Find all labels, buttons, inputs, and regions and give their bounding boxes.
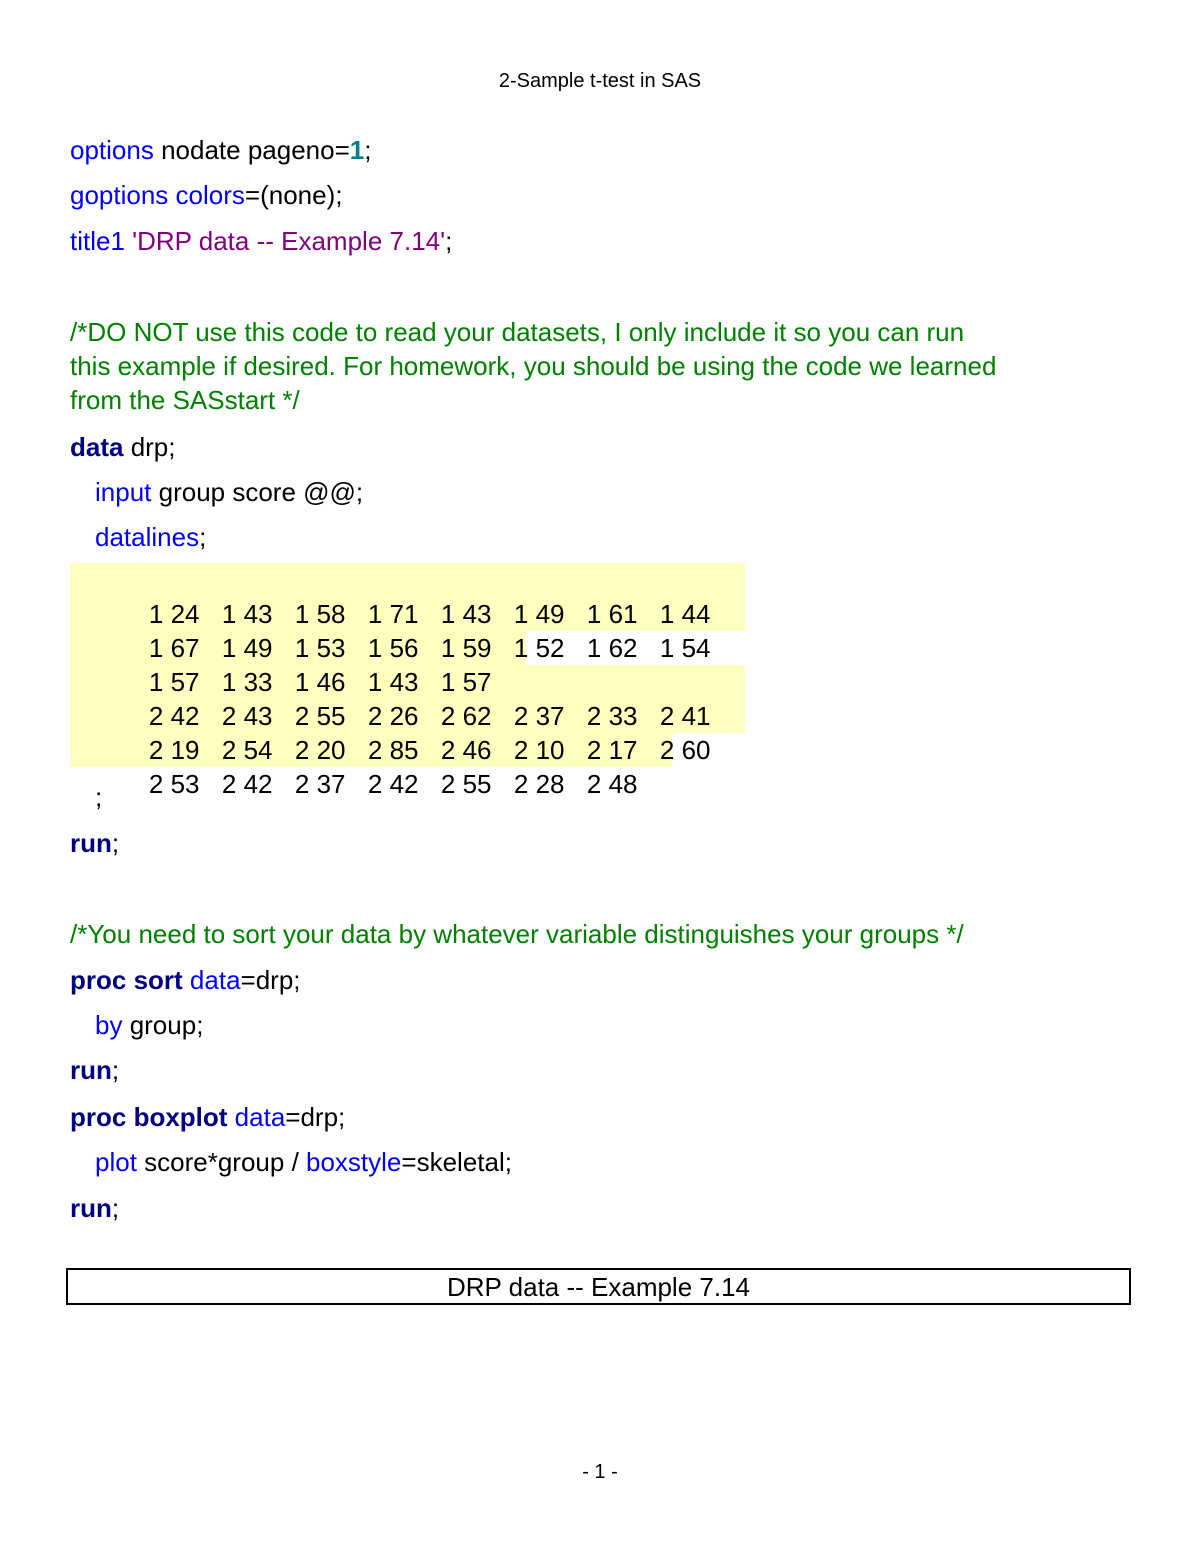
data-value: 2 46 — [440, 735, 492, 765]
data-value: 2 85 — [367, 735, 419, 765]
data-value: 1 67 — [148, 633, 200, 663]
data-value: 2 55 — [440, 769, 492, 799]
code-line-semicolon: ; — [95, 782, 103, 812]
code-text: ; — [199, 522, 207, 552]
code-line-input — [95, 475, 363, 509]
data-value: 2 10 — [513, 735, 565, 765]
data-value: 1 43 — [440, 599, 492, 629]
code-line-title1 — [70, 224, 452, 258]
data-value: 1 49 — [221, 633, 273, 663]
data-value: 2 20 — [294, 735, 346, 765]
code-text: group score @@; — [151, 477, 364, 507]
code-line-proc-sort — [70, 963, 301, 997]
code-text: =skeletal; — [401, 1147, 512, 1177]
code-line-options — [70, 133, 371, 167]
keyword: by — [95, 1010, 123, 1040]
data-value: 1 53 — [294, 633, 346, 663]
code-line-run — [70, 1191, 119, 1225]
data-value: 1 54 — [659, 633, 711, 663]
data-value: 2 41 — [659, 701, 711, 731]
data-value: 1 57 — [148, 667, 200, 697]
data-value: 2 62 — [440, 701, 492, 731]
code-comment: this example if desired. For homework, you should be using the code we learned — [70, 351, 997, 381]
data-value: 2 37 — [513, 701, 565, 731]
data-value: 2 48 — [586, 769, 638, 799]
data-value: 1 46 — [294, 667, 346, 697]
keyword: proc sort — [70, 965, 183, 995]
code-line-proc-boxplot — [70, 1100, 345, 1134]
data-value: 1 56 — [367, 633, 419, 663]
data-row — [70, 563, 745, 629]
code-line-by — [95, 1008, 203, 1042]
code-line-plot — [95, 1145, 512, 1179]
data-value: 2 43 — [221, 701, 273, 731]
keyword: run — [70, 828, 112, 858]
keyword: run — [70, 1055, 112, 1085]
code-text: ; — [445, 226, 453, 256]
string-literal: 'DRP data -- Example 7.14' — [124, 226, 446, 256]
data-value: 1 24 — [148, 599, 200, 629]
data-value: 2 26 — [367, 701, 419, 731]
data-value: 1 58 — [294, 599, 346, 629]
keyword: goptions — [70, 180, 169, 210]
data-value: 1 57 — [440, 667, 492, 697]
page-number: - 1 - — [582, 1461, 618, 1483]
keyword: run — [70, 1193, 112, 1223]
code-text: score*group / — [136, 1147, 307, 1177]
data-value: 1 71 — [367, 599, 419, 629]
data-value: 2 42 — [367, 769, 419, 799]
data-value: 1 43 — [221, 599, 273, 629]
code-line-run — [70, 1053, 119, 1087]
code-line-datalines — [95, 520, 206, 554]
data-value: 1 62 — [586, 633, 638, 663]
code-text — [168, 180, 175, 210]
code-text: ; — [111, 828, 120, 858]
data-value: 2 60 — [659, 735, 711, 765]
code-line-goptions — [70, 178, 342, 212]
code-text: =drp; — [240, 965, 301, 995]
data-value: 1 49 — [513, 599, 565, 629]
data-value: 1 59 — [440, 633, 492, 663]
number-literal: 1 — [349, 135, 365, 165]
data-value: 1 44 — [659, 599, 711, 629]
data-value: 1 33 — [221, 667, 273, 697]
data-value: 2 42 — [148, 701, 200, 731]
page-header: 2-Sample t-test in SAS — [498, 70, 702, 92]
code-text: =(none); — [244, 180, 343, 210]
code-text: ; — [364, 135, 372, 165]
code-line-run — [70, 826, 119, 860]
keyword: proc boxplot — [70, 1102, 228, 1132]
data-value: 2 53 — [148, 769, 200, 799]
data-value: 1 52 — [513, 633, 565, 663]
datalines-block — [70, 563, 745, 799]
code-text: drp; — [123, 432, 176, 462]
data-value: 2 33 — [586, 701, 638, 731]
keyword: options — [70, 135, 154, 165]
code-line-data — [70, 430, 176, 464]
code-comment: /*You need to sort your data by whatever variable distinguishes your groups */ — [70, 919, 964, 949]
code-text: ; — [111, 1055, 120, 1085]
code-text: ; — [111, 1193, 120, 1223]
keyword: data — [189, 965, 241, 995]
keyword: boxstyle — [306, 1147, 402, 1177]
code-text: nodate pageno= — [153, 135, 350, 165]
code-comment: from the SASstart */ — [70, 385, 300, 415]
data-value: 2 37 — [294, 769, 346, 799]
code-comment: /*DO NOT use this code to read your datasets, I only include it so you can run — [70, 317, 965, 347]
data-value: 2 19 — [148, 735, 200, 765]
keyword: colors — [175, 180, 245, 210]
keyword: plot — [95, 1147, 137, 1177]
data-value: 2 42 — [221, 769, 273, 799]
keyword: datalines — [95, 522, 200, 552]
data-value: 1 43 — [367, 667, 419, 697]
code-text: =drp; — [285, 1102, 346, 1132]
data-value: 2 54 — [221, 735, 273, 765]
data-value: 2 28 — [513, 769, 565, 799]
data-value: 2 17 — [586, 735, 638, 765]
keyword: data — [234, 1102, 286, 1132]
code-text: group; — [122, 1010, 204, 1040]
output-title-box: DRP data -- Example 7.14 — [66, 1268, 1131, 1305]
keyword: input — [95, 477, 152, 507]
data-value: 2 55 — [294, 701, 346, 731]
keyword: data — [70, 432, 124, 462]
keyword: title1 — [70, 226, 125, 256]
data-value: 1 61 — [586, 599, 638, 629]
